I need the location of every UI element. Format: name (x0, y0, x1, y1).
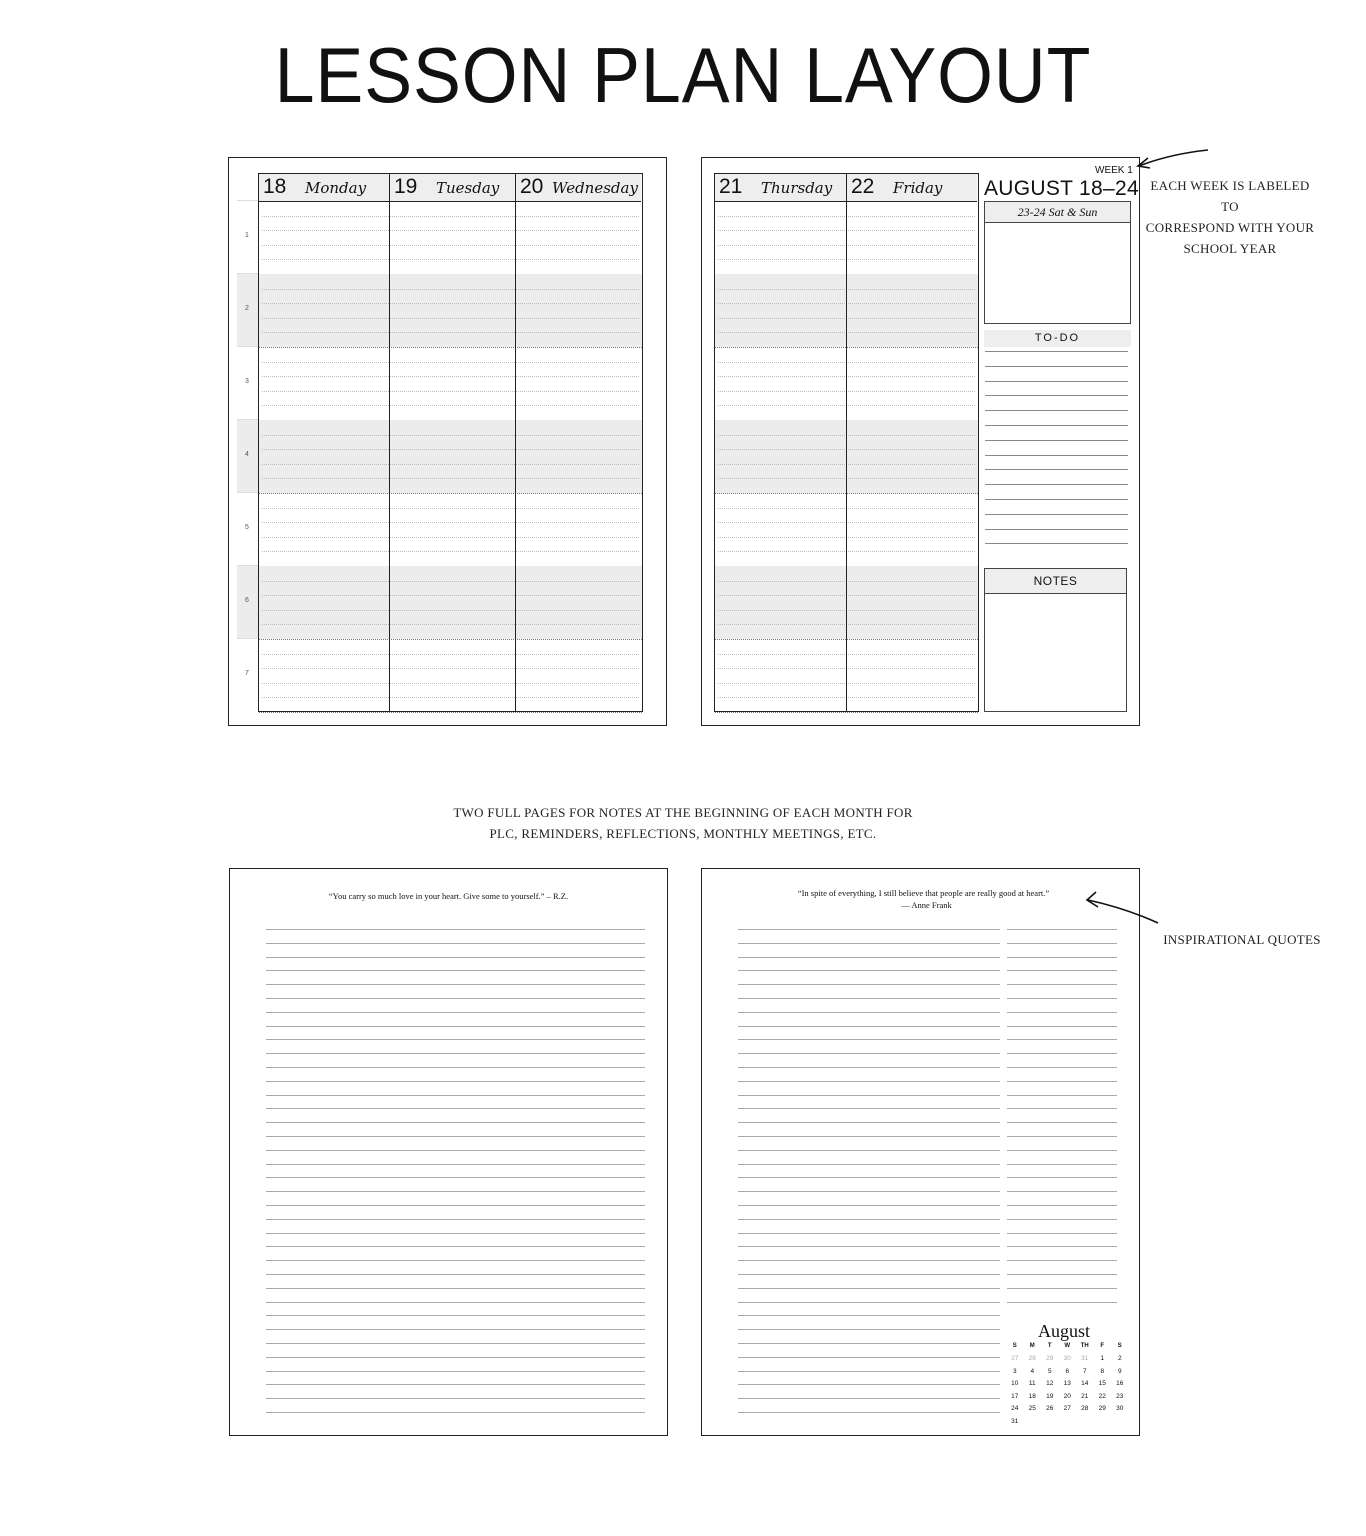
ruled-line (738, 1191, 1000, 1192)
ruled-line (1007, 943, 1117, 944)
ruled-line (266, 1191, 645, 1192)
calendar-day (1024, 1415, 1042, 1428)
quote-text: “In spite of everything, I still believe that people are really good at heart.” (797, 888, 1050, 898)
calendar-day: 28 (1081, 1405, 1089, 1413)
ruled-line (266, 1246, 645, 1247)
calendar-weekday: T (1047, 1343, 1052, 1350)
ruled-line (738, 1039, 1000, 1040)
todo-line (985, 529, 1128, 530)
calendar-weekday: TH (1080, 1343, 1089, 1350)
writing-line (262, 216, 639, 217)
ruled-line (266, 1122, 645, 1123)
ruled-line (738, 1371, 1000, 1372)
ruled-line (266, 1412, 645, 1413)
ruled-line (1007, 1164, 1117, 1165)
day-name: Monday (305, 179, 367, 197)
ruled-line (1007, 1108, 1117, 1109)
calendar-day (1059, 1415, 1077, 1428)
period-divider (259, 347, 642, 348)
ruled-line (738, 1067, 1000, 1068)
writing-line (262, 435, 639, 436)
calendar-day: 13 (1063, 1380, 1071, 1388)
weekend-box (984, 201, 1131, 324)
lesson-grid-left (258, 173, 643, 712)
calendar-week-row (1006, 1390, 1129, 1403)
todo-line (985, 410, 1128, 411)
calendar-day: 23 (1116, 1392, 1124, 1400)
ruled-line (738, 1136, 1000, 1137)
ruled-line (738, 929, 1000, 930)
notes-pages-note (383, 802, 983, 844)
calendar-day: 8 (1100, 1367, 1105, 1375)
calendar-day: 3 (1012, 1367, 1017, 1375)
ruled-line (738, 1384, 1000, 1385)
ruled-line (266, 1039, 645, 1040)
period-gutter-line (237, 565, 258, 566)
period-gutter-line (237, 273, 258, 274)
lesson-page-right (701, 157, 1140, 726)
ruled-line (1007, 1288, 1117, 1289)
writing-line (262, 537, 639, 538)
ruled-line (1007, 1205, 1117, 1206)
ruled-line (266, 929, 645, 930)
note-line: PLC, REMINDERS, REFLECTIONS, MONTHLY MEETINGS, ETC. (489, 826, 877, 841)
calendar-week-row (1006, 1365, 1129, 1378)
ruled-line (738, 1329, 1000, 1330)
ruled-line (738, 1288, 1000, 1289)
ruled-line (266, 1384, 645, 1385)
ruled-line (738, 1219, 1000, 1220)
period-number: 1 (245, 231, 249, 239)
writing-line (262, 595, 639, 596)
calendar-weekday-row (1006, 1340, 1129, 1353)
writing-line (262, 303, 639, 304)
quote-author: — Anne Frank (901, 900, 952, 910)
ruled-line (738, 1274, 1000, 1275)
ruled-line (266, 1136, 645, 1137)
weekend-label: 23-24 Sat & Sun (985, 202, 1130, 223)
column-divider (846, 174, 847, 711)
calendar-day (1111, 1415, 1129, 1428)
ruled-line (1007, 1039, 1117, 1040)
lesson-grid-right (714, 173, 979, 712)
ruled-line (1007, 1081, 1117, 1082)
calendar-day: 2 (1117, 1355, 1122, 1363)
ruled-line (738, 1233, 1000, 1234)
ruled-line (266, 1219, 645, 1220)
column-divider (389, 174, 390, 711)
ruled-line (266, 1150, 645, 1151)
calendar-day: 18 (1028, 1392, 1036, 1400)
todo-line (985, 543, 1128, 544)
calendar-week-row (1006, 1353, 1129, 1366)
calendar-day: 30 (1116, 1405, 1124, 1413)
todo-line (985, 395, 1128, 396)
period-divider (715, 712, 978, 713)
ruled-line (266, 1371, 645, 1372)
writing-line (262, 683, 639, 684)
writing-line (262, 391, 639, 392)
calendar-weekday: S (1117, 1343, 1122, 1350)
ruled-line (1007, 1260, 1117, 1261)
todo-line (985, 351, 1128, 352)
ruled-line (738, 1343, 1000, 1344)
ruled-lines (266, 929, 645, 1419)
writing-line (262, 610, 639, 611)
ruled-line (266, 1012, 645, 1013)
quotes-note: INSPIRATIONAL QUOTES (1163, 932, 1321, 947)
ruled-line (738, 1260, 1000, 1261)
calendar-day: 16 (1116, 1380, 1124, 1388)
notes-page-right (701, 868, 1140, 1436)
period-gutter-line (237, 200, 258, 201)
calendar-day: 17 (1011, 1392, 1019, 1400)
todo-header: TO-DO (984, 330, 1131, 347)
period-divider (259, 712, 642, 713)
week-range: AUGUST 18–24 (984, 177, 1139, 200)
ruled-line (738, 1081, 1000, 1082)
ruled-line (1007, 970, 1117, 971)
ruled-line (1007, 998, 1117, 999)
calendar-day (1076, 1415, 1094, 1428)
writing-line (262, 624, 639, 625)
period-number: 7 (245, 669, 249, 677)
period-number: 5 (245, 523, 249, 531)
day-number: 18 (263, 175, 287, 198)
period-number: 3 (245, 377, 249, 385)
calendar-day: 29 (1046, 1355, 1054, 1363)
ruled-line (738, 1164, 1000, 1165)
period-number: 2 (245, 304, 249, 312)
ruled-line (266, 1343, 645, 1344)
ruled-line (1007, 1095, 1117, 1096)
notes-page-left (229, 868, 668, 1436)
writing-line (262, 464, 639, 465)
ruled-line (1007, 1012, 1117, 1013)
ruled-line (266, 1081, 645, 1082)
writing-line (262, 259, 639, 260)
todo-line (985, 514, 1128, 515)
calendar-day: 25 (1028, 1405, 1036, 1413)
ruled-line (738, 943, 1000, 944)
day-name: Thursday (761, 179, 833, 197)
period-number: 6 (245, 596, 249, 604)
day-number: 21 (719, 175, 743, 198)
writing-line (262, 581, 639, 582)
writing-line (262, 362, 639, 363)
note-line: SCHOOL YEAR (1183, 241, 1277, 256)
ruled-line (738, 1095, 1000, 1096)
calendar-day: 29 (1098, 1405, 1106, 1413)
ruled-line (1007, 957, 1117, 958)
calendar-weekday: M (1029, 1343, 1035, 1350)
ruled-line (738, 1026, 1000, 1027)
writing-line (262, 318, 639, 319)
calendar-day: 1 (1100, 1355, 1105, 1363)
writing-line (262, 508, 639, 509)
writing-line (262, 230, 639, 231)
writing-line (262, 332, 639, 333)
calendar-weekday: S (1012, 1343, 1017, 1350)
ruled-line (738, 998, 1000, 999)
ruled-line (266, 943, 645, 944)
period-band-shaded (259, 274, 642, 347)
ruled-line (266, 1302, 645, 1303)
ruled-line (1007, 1302, 1117, 1303)
day-name: Friday (893, 179, 943, 197)
ruled-line (738, 1302, 1000, 1303)
calendar-day: 6 (1065, 1367, 1070, 1375)
calendar-day (1041, 1415, 1059, 1428)
calendar-weekday: W (1064, 1343, 1071, 1350)
note-line: EACH WEEK IS LABELED TO (1150, 178, 1310, 214)
calendar-day: 20 (1063, 1392, 1071, 1400)
todo-line (985, 440, 1128, 441)
calendar-day: 14 (1081, 1380, 1089, 1388)
writing-line (262, 405, 639, 406)
todo-line (985, 469, 1128, 470)
week-label-note (1140, 175, 1320, 259)
ruled-line (266, 1164, 645, 1165)
period-band-shaded (259, 420, 642, 493)
period-gutter-line (237, 492, 258, 493)
calendar-day: 27 (1011, 1355, 1019, 1363)
calendar-day: 31 (1081, 1355, 1089, 1363)
ruled-line (266, 1095, 645, 1096)
calendar-day: 26 (1046, 1405, 1054, 1413)
ruled-line (1007, 1191, 1117, 1192)
day-column-tuesday (390, 174, 516, 201)
ruled-line (266, 1026, 645, 1027)
calendar-day: 28 (1028, 1355, 1036, 1363)
ruled-line (738, 970, 1000, 971)
calendar-day: 30 (1063, 1355, 1071, 1363)
period-divider (259, 493, 642, 494)
ruled-line (266, 957, 645, 958)
ruled-lines (738, 929, 1000, 1419)
ruled-line (738, 984, 1000, 985)
ruled-line (1007, 1136, 1117, 1137)
ruled-line (266, 1053, 645, 1054)
calendar-day: 11 (1028, 1380, 1036, 1388)
quote-arrow (1080, 888, 1165, 930)
ruled-line (1007, 1274, 1117, 1275)
ruled-line (738, 1246, 1000, 1247)
writing-line (262, 522, 639, 523)
writing-line (262, 376, 639, 377)
ruled-line (738, 1205, 1000, 1206)
ruled-line (738, 1177, 1000, 1178)
ruled-line (266, 1177, 645, 1178)
ruled-line (266, 970, 645, 971)
day-name: Tuesday (436, 179, 500, 197)
week-label: WEEK 1 (1095, 165, 1133, 176)
ruled-line (1007, 1150, 1117, 1151)
ruled-line (266, 1260, 645, 1261)
day-name: Wednesday (552, 179, 638, 197)
calendar-week-row (1006, 1378, 1129, 1391)
calendar-day: 9 (1117, 1367, 1122, 1375)
calendar-day: 21 (1081, 1392, 1089, 1400)
notes-box (984, 568, 1127, 712)
todo-list (985, 351, 1128, 561)
calendar-weekday: F (1100, 1343, 1105, 1350)
ruled-line (266, 1067, 645, 1068)
todo-line (985, 381, 1128, 382)
day-number: 19 (394, 175, 418, 198)
calendar-day: 22 (1098, 1392, 1106, 1400)
calendar-day: 24 (1011, 1405, 1019, 1413)
calendar-day (1094, 1415, 1112, 1428)
period-gutter-line (237, 638, 258, 639)
ruled-line (1007, 1067, 1117, 1068)
calendar-week-row (1006, 1403, 1129, 1416)
calendar-day: 7 (1082, 1367, 1087, 1375)
ruled-line (266, 984, 645, 985)
ruled-line (266, 1329, 645, 1330)
ruled-line (738, 1357, 1000, 1358)
ruled-line (266, 1108, 645, 1109)
writing-line (262, 289, 639, 290)
ruled-line (266, 1205, 645, 1206)
calendar-day: 5 (1047, 1367, 1052, 1375)
day-column-friday (847, 174, 977, 201)
period-divider (259, 639, 642, 640)
day-column-thursday (715, 174, 847, 201)
writing-line (262, 697, 639, 698)
mini-calendar (1006, 1340, 1129, 1428)
ruled-line (1007, 1053, 1117, 1054)
calendar-day: 15 (1098, 1380, 1106, 1388)
page-title: LESSON PLAN LAYOUT (274, 31, 1092, 119)
ruled-line (266, 998, 645, 999)
writing-line (262, 654, 639, 655)
ruled-line (738, 1108, 1000, 1109)
todo-line (985, 455, 1128, 456)
ruled-line (738, 1053, 1000, 1054)
calendar-day: 31 (1011, 1417, 1019, 1425)
ruled-line (1007, 1026, 1117, 1027)
ruled-line (1007, 984, 1117, 985)
period-gutter-line (237, 419, 258, 420)
day-number: 20 (520, 175, 544, 198)
ruled-line (738, 1012, 1000, 1013)
writing-line (262, 449, 639, 450)
note-line: TWO FULL PAGES FOR NOTES AT THE BEGINNING OF EACH MONTH FOR (453, 805, 913, 820)
todo-line (985, 499, 1128, 500)
period-gutter-line (237, 346, 258, 347)
ruled-line (738, 1122, 1000, 1123)
ruled-line (738, 1412, 1000, 1413)
todo-line (985, 484, 1128, 485)
calendar-week-row (1006, 1415, 1129, 1428)
ruled-line (738, 1315, 1000, 1316)
ruled-line (266, 1398, 645, 1399)
ruled-line (266, 1315, 645, 1316)
ruled-line (1007, 1219, 1117, 1220)
lesson-page-left (228, 157, 667, 726)
notes-header: NOTES (985, 569, 1126, 594)
writing-line (262, 551, 639, 552)
ruled-line (1007, 1246, 1117, 1247)
period-number: 4 (245, 450, 249, 458)
calendar-month: August (1037, 1321, 1090, 1341)
day-number: 22 (851, 175, 875, 198)
day-column-wednesday (516, 174, 642, 201)
calendar-day: 12 (1046, 1380, 1054, 1388)
writing-line (262, 245, 639, 246)
calendar-day: 10 (1011, 1380, 1019, 1388)
day-column-monday (259, 174, 390, 201)
note-line: CORRESPOND WITH YOUR (1145, 220, 1315, 235)
todo-line (985, 366, 1128, 367)
ruled-line (738, 957, 1000, 958)
ruled-line (738, 1398, 1000, 1399)
ruled-line (1007, 1233, 1117, 1234)
quote-text: “You carry so much love in your heart. Give some to yourself.” – R.Z. (328, 891, 569, 901)
ruled-line (266, 1357, 645, 1358)
ruled-lines-side (1007, 929, 1117, 1309)
writing-line (262, 668, 639, 669)
ruled-line (1007, 1177, 1117, 1178)
calendar-day: 4 (1030, 1367, 1035, 1375)
todo-line (985, 425, 1128, 426)
column-divider (515, 174, 516, 711)
ruled-line (266, 1288, 645, 1289)
ruled-line (266, 1274, 645, 1275)
calendar-day: 19 (1046, 1392, 1054, 1400)
ruled-line (1007, 1122, 1117, 1123)
calendar-day: 27 (1063, 1405, 1071, 1413)
ruled-line (266, 1233, 645, 1234)
period-band-shaded (259, 566, 642, 639)
writing-line (262, 478, 639, 479)
ruled-line (738, 1150, 1000, 1151)
